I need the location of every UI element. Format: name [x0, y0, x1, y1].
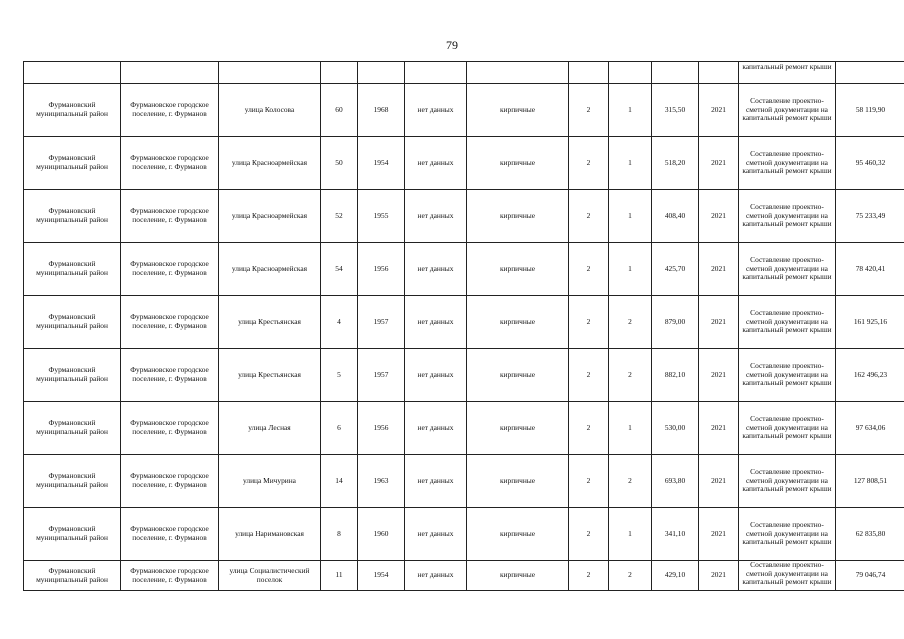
cell-settlement	[121, 508, 219, 561]
settlement-text: Фурмановское городское поселение, г. Фурманов	[130, 312, 209, 330]
work-text: капитальный ремонт крыши	[742, 62, 832, 71]
cell-house	[321, 62, 358, 84]
cell-plan-year	[699, 455, 739, 508]
cell-area	[652, 190, 699, 243]
street-text: улица Мичурина	[243, 475, 296, 485]
material-text: кирпичные	[499, 104, 536, 114]
cell-street	[219, 243, 321, 296]
cell-work	[739, 190, 836, 243]
cell-district	[24, 84, 121, 137]
cell-house	[321, 243, 358, 296]
area-text: 530,00	[664, 422, 686, 432]
cell-extra	[405, 349, 467, 402]
cell-street	[219, 84, 321, 137]
cost-text: 78 420,41	[855, 263, 886, 273]
cell-street	[219, 137, 321, 190]
cell-material	[467, 62, 569, 84]
area-text: 518,20	[664, 157, 686, 167]
cell-area	[652, 402, 699, 455]
cell-settlement	[121, 296, 219, 349]
extra-text: нет данных	[417, 316, 454, 326]
entrances-text: 1	[628, 422, 632, 432]
cell-year	[358, 296, 405, 349]
house-text: 6	[337, 422, 341, 432]
cell-house	[321, 402, 358, 455]
cell-material	[467, 137, 569, 190]
cell-entrances	[609, 508, 652, 561]
settlement-text: Фурмановское городское поселение, г. Фурманов	[130, 153, 209, 171]
cell-area	[652, 137, 699, 190]
cell-work	[739, 137, 836, 190]
cell-material	[467, 243, 569, 296]
cell-year	[358, 508, 405, 561]
cell-material	[467, 190, 569, 243]
cell-year	[358, 243, 405, 296]
house-text: 8	[337, 528, 341, 538]
floors-text: 2	[586, 316, 591, 326]
work-text: Составление проектно-сметной документации на капитальный ремонт крыши	[742, 308, 832, 335]
cell-area	[652, 296, 699, 349]
settlement-text: Фурмановское городское поселение, г. Фурманов	[130, 365, 209, 383]
cell-year	[358, 402, 405, 455]
floors-text: 2	[586, 210, 591, 220]
cell-street	[219, 561, 321, 591]
settlement-text: Фурмановское городское поселение, г. Фурманов	[130, 206, 209, 224]
cell-floors	[569, 84, 609, 137]
table-row	[24, 402, 904, 455]
house-text: 5	[337, 369, 341, 379]
area-text: 693,80	[664, 475, 686, 485]
house-text: 50	[335, 157, 343, 167]
cell-plan-year	[699, 296, 739, 349]
cell-year	[358, 62, 405, 84]
cell-house	[321, 296, 358, 349]
street-text: улица Колосова	[244, 104, 295, 114]
cell-extra	[405, 84, 467, 137]
cost-text: 75 233,49	[855, 210, 886, 220]
cell-entrances	[609, 84, 652, 137]
cell-street	[219, 296, 321, 349]
cell-extra	[405, 296, 467, 349]
cell-material	[467, 508, 569, 561]
extra-text: нет данных	[417, 475, 454, 485]
cost-text: 97 634,06	[855, 422, 886, 432]
floors-text: 2	[586, 570, 591, 580]
cell-plan-year	[699, 137, 739, 190]
year-text: 1968	[373, 104, 389, 114]
cell-work	[739, 455, 836, 508]
material-text: кирпичные	[499, 422, 536, 432]
table-row	[24, 561, 904, 591]
cell-plan-year	[699, 62, 739, 84]
cell-work	[739, 62, 836, 84]
work-text: Составление проектно-сметной документации на капитальный ремонт крыши	[742, 467, 832, 494]
cell-plan-year	[699, 349, 739, 402]
cell-extra	[405, 508, 467, 561]
area-text: 341,10	[664, 528, 686, 538]
material-text: кирпичные	[499, 263, 536, 273]
cell-settlement	[121, 62, 219, 84]
cell-cost	[836, 508, 904, 561]
settlement-text: Фурмановское городское поселение, г. Фурманов	[130, 259, 209, 277]
material-text: кирпичные	[499, 210, 536, 220]
cost-text: 79 046,74	[855, 570, 886, 580]
area-text: 879,00	[664, 316, 686, 326]
floors-text: 2	[586, 263, 591, 273]
plan-year-text: 2021	[711, 369, 726, 379]
district-text: Фурмановский муниципальный район	[36, 365, 108, 383]
extra-text: нет данных	[417, 157, 454, 167]
cell-cost	[836, 296, 904, 349]
year-text: 1960	[373, 528, 389, 538]
cell-plan-year	[699, 190, 739, 243]
cell-settlement	[121, 190, 219, 243]
cell-material	[467, 455, 569, 508]
cell-work	[739, 561, 836, 591]
area-text: 408,40	[664, 210, 686, 220]
extra-text: нет данных	[417, 263, 454, 273]
table-row	[24, 84, 904, 137]
cell-street	[219, 62, 321, 84]
cell-district	[24, 190, 121, 243]
district-text: Фурмановский муниципальный район	[36, 524, 108, 542]
house-text: 4	[337, 316, 341, 326]
cell-floors	[569, 243, 609, 296]
cell-district	[24, 137, 121, 190]
work-text: Составление проектно-сметной документации на капитальный ремонт крыши	[742, 255, 832, 282]
cell-entrances	[609, 296, 652, 349]
work-text: Составление проектно-сметной документации на капитальный ремонт крыши	[742, 202, 832, 229]
table-row	[24, 243, 904, 296]
house-text: 54	[335, 263, 343, 273]
district-text: Фурмановский муниципальный район	[36, 471, 108, 489]
year-text: 1957	[373, 369, 389, 379]
street-text: улица Наримановская	[235, 528, 304, 538]
area-text: 425,70	[664, 263, 686, 273]
plan-year-text: 2021	[711, 570, 726, 580]
area-text: 429,10	[664, 570, 686, 580]
cell-house	[321, 561, 358, 591]
cell-entrances	[609, 349, 652, 402]
cell-work	[739, 349, 836, 402]
cell-house	[321, 84, 358, 137]
district-text: Фурмановский муниципальный район	[36, 565, 108, 584]
cost-text: 95 460,32	[855, 157, 886, 167]
table-row-continued	[24, 62, 904, 84]
cell-floors	[569, 137, 609, 190]
cell-floors	[569, 190, 609, 243]
cell-district	[24, 349, 121, 402]
cell-settlement	[121, 561, 219, 591]
cell-work	[739, 296, 836, 349]
cell-district	[24, 455, 121, 508]
house-text: 11	[335, 570, 343, 580]
cell-plan-year	[699, 84, 739, 137]
extra-text: нет данных	[417, 104, 454, 114]
material-text: кирпичные	[499, 528, 536, 538]
settlement-text: Фурмановское городское поселение, г. Фурманов	[130, 418, 209, 436]
work-text: Составление проектно-сметной документации на капитальный ремонт крыши	[742, 96, 832, 123]
cost-text: 162 496,23	[853, 369, 888, 379]
cell-work	[739, 402, 836, 455]
cell-settlement	[121, 137, 219, 190]
cost-text: 58 119,90	[855, 104, 886, 114]
cell-cost	[836, 402, 904, 455]
entrances-text: 1	[628, 263, 632, 273]
extra-text: нет данных	[417, 528, 454, 538]
extra-text: нет данных	[417, 369, 454, 379]
entrances-text: 1	[628, 104, 632, 114]
work-text: Составление проектно-сметной документации на капитальный ремонт крыши	[742, 561, 832, 587]
cell-house	[321, 190, 358, 243]
table-row	[24, 137, 904, 190]
work-text: Составление проектно-сметной документации на капитальный ремонт крыши	[742, 414, 832, 441]
table-row	[24, 296, 904, 349]
settlement-text: Фурмановское городское поселение, г. Фурманов	[130, 100, 209, 118]
cell-settlement	[121, 402, 219, 455]
plan-year-text: 2021	[711, 528, 726, 538]
material-text: кирпичные	[499, 570, 536, 580]
cell-house	[321, 508, 358, 561]
plan-year-text: 2021	[711, 475, 726, 485]
cell-year	[358, 561, 405, 591]
district-text: Фурмановский муниципальный район	[36, 206, 108, 224]
entrances-text: 2	[628, 475, 632, 485]
table-row	[24, 508, 904, 561]
material-text: кирпичные	[499, 369, 536, 379]
cell-district	[24, 243, 121, 296]
cell-floors	[569, 561, 609, 591]
table-row	[24, 190, 904, 243]
plan-year-text: 2021	[711, 263, 726, 273]
area-text: 315,50	[664, 104, 686, 114]
cell-material	[467, 84, 569, 137]
year-text: 1955	[373, 210, 389, 220]
cell-year	[358, 137, 405, 190]
district-text: Фурмановский муниципальный район	[36, 312, 108, 330]
cell-year	[358, 190, 405, 243]
cell-plan-year	[699, 561, 739, 591]
cell-cost	[836, 137, 904, 190]
cell-floors	[569, 296, 609, 349]
cell-work	[739, 243, 836, 296]
cell-extra	[405, 62, 467, 84]
house-text: 60	[335, 104, 343, 114]
cell-settlement	[121, 349, 219, 402]
cell-plan-year	[699, 402, 739, 455]
plan-year-text: 2021	[711, 104, 726, 114]
cell-entrances	[609, 402, 652, 455]
house-text: 14	[335, 475, 343, 485]
cost-text: 127 808,51	[853, 475, 888, 485]
cell-cost	[836, 84, 904, 137]
cell-floors	[569, 62, 609, 84]
cell-material	[467, 349, 569, 402]
cell-area	[652, 62, 699, 84]
cell-cost	[836, 190, 904, 243]
cell-house	[321, 137, 358, 190]
cell-house	[321, 349, 358, 402]
cell-area	[652, 508, 699, 561]
extra-text: нет данных	[417, 570, 454, 580]
district-text: Фурмановский муниципальный район	[36, 418, 108, 436]
street-text: улица Красноармейская	[231, 263, 308, 273]
cell-entrances	[609, 243, 652, 296]
cell-cost	[836, 243, 904, 296]
cell-cost	[836, 349, 904, 402]
floors-text: 2	[586, 422, 591, 432]
district-text: Фурмановский муниципальный район	[36, 100, 108, 118]
cell-work	[739, 84, 836, 137]
cell-entrances	[609, 190, 652, 243]
entrances-text: 1	[628, 157, 632, 167]
street-text: улица Лесная	[248, 422, 291, 432]
floors-text: 2	[586, 528, 591, 538]
cell-street	[219, 455, 321, 508]
year-text: 1956	[373, 422, 389, 432]
street-text: улица Красноармейская	[231, 210, 308, 220]
repair-register-table	[23, 61, 904, 591]
street-text: улица Крестьянская	[238, 316, 301, 326]
cell-extra	[405, 561, 467, 591]
settlement-text: Фурмановское городское поселение, г. Фурманов	[130, 524, 209, 542]
entrances-text: 1	[628, 528, 632, 538]
cost-text: 161 925,16	[853, 316, 888, 326]
cell-cost	[836, 561, 904, 591]
floors-text: 2	[586, 104, 591, 114]
cell-extra	[405, 455, 467, 508]
plan-year-text: 2021	[711, 210, 726, 220]
cell-material	[467, 296, 569, 349]
cell-extra	[405, 137, 467, 190]
cell-settlement	[121, 455, 219, 508]
cell-settlement	[121, 243, 219, 296]
cell-material	[467, 402, 569, 455]
cell-street	[219, 349, 321, 402]
cell-material	[467, 561, 569, 591]
cell-settlement	[121, 84, 219, 137]
cell-work	[739, 508, 836, 561]
entrances-text: 2	[628, 316, 632, 326]
cell-district	[24, 561, 121, 591]
cell-floors	[569, 508, 609, 561]
cell-entrances	[609, 62, 652, 84]
cell-entrances	[609, 455, 652, 508]
cell-year	[358, 84, 405, 137]
year-text: 1963	[373, 475, 389, 485]
entrances-text: 2	[628, 369, 632, 379]
cell-district	[24, 62, 121, 84]
cell-street	[219, 508, 321, 561]
work-text: Составление проектно-сметной документации на капитальный ремонт крыши	[742, 149, 832, 176]
table-row	[24, 455, 904, 508]
house-text: 52	[335, 210, 343, 220]
cell-street	[219, 402, 321, 455]
cell-area	[652, 561, 699, 591]
cell-street	[219, 190, 321, 243]
plan-year-text: 2021	[711, 316, 726, 326]
year-text: 1954	[373, 570, 389, 580]
work-text: Составление проектно-сметной документации на капитальный ремонт крыши	[742, 520, 832, 547]
plan-year-text: 2021	[711, 422, 726, 432]
floors-text: 2	[586, 157, 591, 167]
cell-extra	[405, 402, 467, 455]
entrances-text: 1	[628, 210, 632, 220]
year-text: 1954	[373, 157, 389, 167]
page-number: 79	[446, 38, 458, 52]
cell-cost	[836, 62, 904, 84]
cell-area	[652, 243, 699, 296]
district-text: Фурмановский муниципальный район	[36, 153, 108, 171]
cell-area	[652, 349, 699, 402]
material-text: кирпичные	[499, 316, 536, 326]
floors-text: 2	[586, 369, 591, 379]
cell-house	[321, 455, 358, 508]
cell-extra	[405, 243, 467, 296]
cell-floors	[569, 402, 609, 455]
cell-year	[358, 455, 405, 508]
table-row	[24, 349, 904, 402]
cell-district	[24, 296, 121, 349]
year-text: 1957	[373, 316, 389, 326]
district-text: Фурмановский муниципальный район	[36, 259, 108, 277]
cell-plan-year	[699, 508, 739, 561]
entrances-text: 2	[628, 570, 632, 580]
cell-floors	[569, 349, 609, 402]
settlement-text: Фурмановское городское поселение, г. Фурманов	[130, 471, 209, 489]
cell-area	[652, 84, 699, 137]
cell-district	[24, 402, 121, 455]
street-text: улица Красноармейская	[231, 157, 308, 167]
cost-text: 62 835,80	[855, 528, 886, 538]
cell-extra	[405, 190, 467, 243]
cell-year	[358, 349, 405, 402]
cell-plan-year	[699, 243, 739, 296]
settlement-text: Фурмановское городское поселение, г. Фурманов	[130, 565, 209, 584]
extra-text: нет данных	[417, 422, 454, 432]
cell-cost	[836, 455, 904, 508]
area-text: 882,10	[664, 369, 686, 379]
street-text: улица Социалистический поселок	[229, 565, 310, 584]
cell-district	[24, 508, 121, 561]
year-text: 1956	[373, 263, 389, 273]
cell-area	[652, 455, 699, 508]
floors-text: 2	[586, 475, 591, 485]
material-text: кирпичные	[499, 157, 536, 167]
cell-floors	[569, 455, 609, 508]
work-text: Составление проектно-сметной документации на капитальный ремонт крыши	[742, 361, 832, 388]
cell-entrances	[609, 137, 652, 190]
cell-entrances	[609, 561, 652, 591]
extra-text: нет данных	[417, 210, 454, 220]
street-text: улица Крестьянская	[238, 369, 301, 379]
material-text: кирпичные	[499, 475, 536, 485]
plan-year-text: 2021	[711, 157, 726, 167]
